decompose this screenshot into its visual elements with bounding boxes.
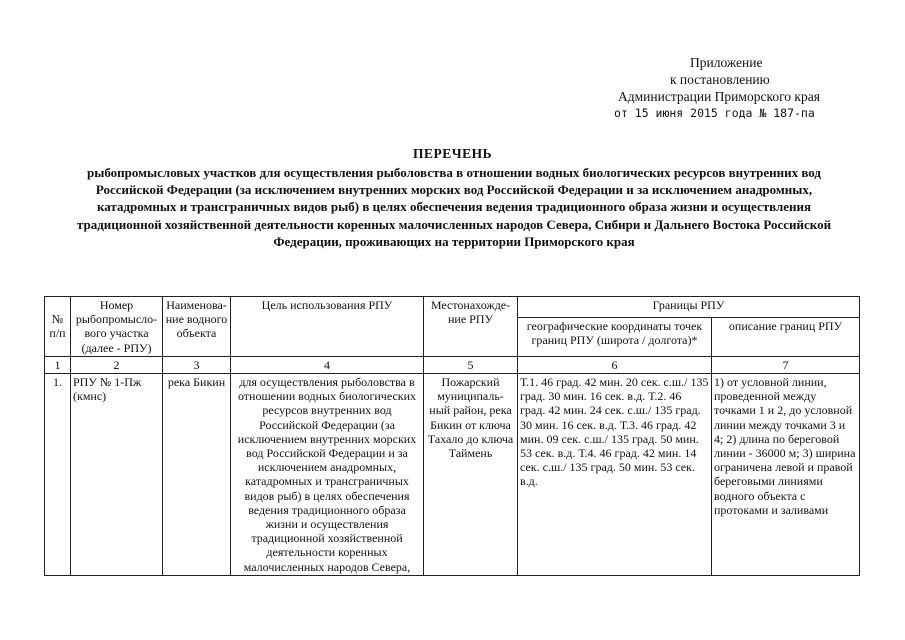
cell-water-body: река Бикин [163,374,231,576]
document-title: ПЕРЕЧЕНЬ [412,146,493,161]
header-num: № п/п [45,297,71,357]
column-number: 3 [163,356,231,373]
cell-rpu-number: РПУ № 1-Пж (кмнс) [71,374,163,576]
column-number-row [45,356,860,373]
header-water-body: Наименова- ние водного объекта [163,297,231,357]
appendix-resolution-label: к постановлению [670,72,770,87]
cell-description: 1) от условной линии, проведенной между точками 1 и 2, до условной линии между точками 3 и 4; 2) длина по береговой линии - 36000 м; 3) ширина ограничена левой и правой береговыми линиями водного объекта с протоками и заливами [712,374,860,576]
column-number: 4 [231,356,424,373]
header-row [45,297,860,318]
table-row [45,374,860,576]
appendix-authority: Администрации Приморского края [618,89,820,104]
cell-coords: Т.1. 46 град. 42 мин. 20 сек. с.ш./ 135 град. 30 мин. 16 сек. в.д. Т.2. 46 град. 42 мин. 24 сек. с.ш./ 135 град. 30 мин. 16 сек. в.д. Т.3. 46 град. 42 мин. 09 сек. с.ш./ 135 град. 50 мин. 53 сек. в.д. Т.4. 46 град. 42 мин. 14 сек. с.ш./ 135 град. 50 мин. 53 сек. в.д. [518,374,712,576]
appendix-date-number: от 15 июня 2015 года № 187-па [614,106,815,120]
column-number: 2 [71,356,163,373]
cell-location: Пожарский муниципаль- ный район, река Бикин от ключа Тахало до ключа Таймень [424,374,518,576]
column-number: 6 [518,356,712,373]
header-rpu-number: Номер рыбопромысло- вого участка (далее - РПУ) [71,297,163,357]
column-number: 7 [712,356,860,373]
document-subtitle: рыбопромысловых участков для осуществления рыболовства в отношении водных биологических ресурсов внутренних вод Российской Федерации (за исключением внутренних морских вод Российской Федерации и за исключением анадромных, катадромных и трансграничных видов рыб) в целях обеспечения ведения традиционного образа жизни и осуществления традиционной хозяйственной деятельности коренных малочисленных народов Севера, Сибири и Дальнего Востока Российской Федерации, проживающих на территории Приморского края [76,165,832,249]
appendix-label: Приложение [690,55,763,70]
cell-purpose: для осуществления рыболовства в отношении водных биологических ресурсов внутренних вод Российской Федерации (за исключением внутренних морских вод Российской Федерации и за исключением анадромных, катадромных и трансграничных видов рыб) в целях обеспечения ведения традиционного образа жизни и осуществления традиционной хозяйственной деятельности коренных малочисленных народов Севера, [231,374,424,576]
fishing-areas-table [44,296,860,576]
header-location: Местонахожде- ние РПУ [424,297,518,357]
cell-num: 1. [45,374,71,576]
header-borders: Границы РПУ [518,297,860,318]
header-purpose: Цель использования РПУ [231,297,424,357]
column-number: 1 [45,356,71,373]
header-description: описание границ РПУ [712,318,860,357]
column-number: 5 [424,356,518,373]
header-coords: географические координаты точек границ РПУ (широта / долгота)* [518,318,712,357]
appendix-block [600,54,870,122]
